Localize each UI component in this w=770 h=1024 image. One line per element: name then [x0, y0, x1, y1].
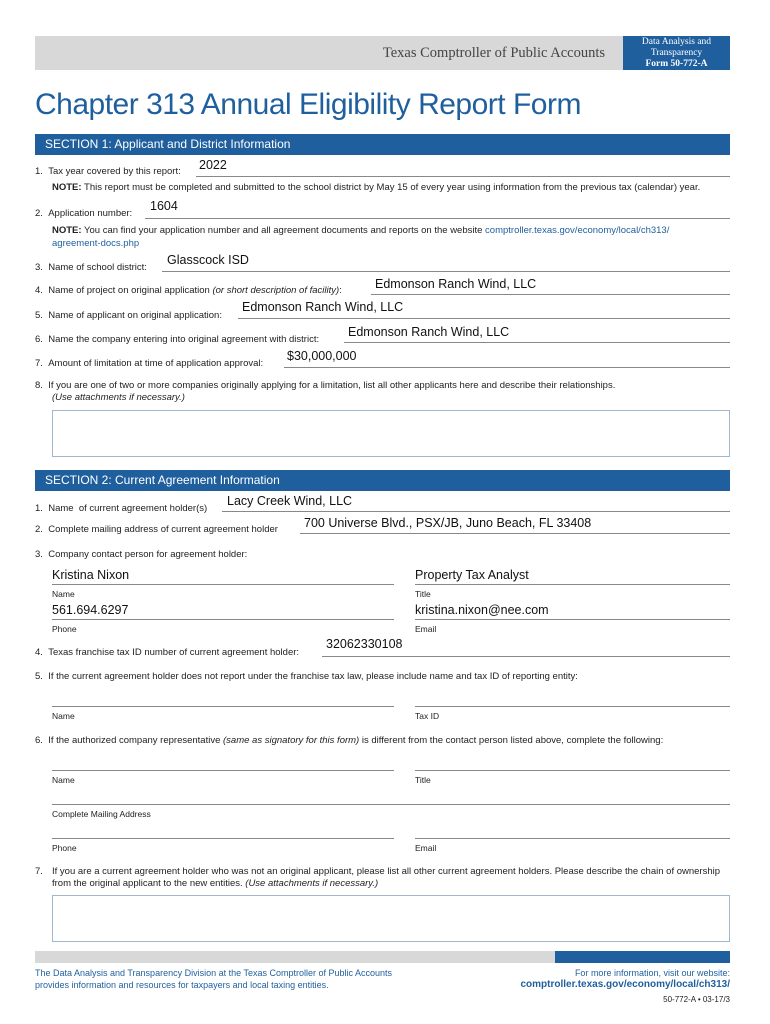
rep-email-line[interactable]	[415, 838, 730, 839]
rep-address-label: Complete Mailing Address	[52, 809, 151, 819]
agreement-company-field[interactable]: Edmonson Ranch Wind, LLC	[348, 325, 510, 339]
s1-note1: NOTE: This report must be completed and submitted to the school district by May 15 of every year using information from the previous tax (calendar) year.	[52, 182, 701, 193]
rep-name-line[interactable]	[52, 770, 394, 771]
contact-name-line	[52, 584, 394, 585]
form-tag	[623, 36, 730, 70]
division-line1: Data Analysis and	[641, 37, 712, 47]
footer-description: The Data Analysis and Transparency Division at the Texas Comptroller of Public Accounts provides information and resources for taxpayers and local taxing entities.	[35, 968, 393, 990]
applicant-name-field[interactable]: Edmonson Ranch Wind, LLC	[242, 300, 404, 314]
s1-q1-label: 1. Tax year covered by this report:	[35, 166, 181, 177]
contact-email-line	[415, 619, 730, 620]
contact-name-label: Name	[52, 589, 75, 599]
contact-title-label: Title	[415, 589, 431, 599]
form-code: 50-772-A • 03-17/3	[663, 995, 730, 1004]
contact-name-field[interactable]: Kristina Nixon	[52, 568, 130, 582]
reporting-taxid-label: Tax ID	[415, 711, 440, 721]
s1-q4-line	[371, 294, 730, 295]
agreement-holder-field[interactable]: Lacy Creek Wind, LLC	[227, 494, 353, 508]
s1-q6-label: 6. Name the company entering into original agreement with district:	[35, 334, 320, 345]
s1-q7-label: 7. Amount of limitation at time of application approval:	[35, 358, 264, 369]
header-bar	[35, 36, 700, 70]
s2-q2-line	[300, 533, 730, 534]
s2-q7-label: 7. If you are a current agreement holder who was not an original applicant, please list all other current agreement holders. Please describe the chain of ownership from the original applicant to the new entities. (Use attachments if necessary.)	[35, 866, 721, 889]
school-district-field[interactable]: Glasscock ISD	[167, 253, 249, 267]
s1-q8-label: 8. If you are one of two or more companies originally applying for a limitation, list all other applicants here and describe their relationships. (Use attachments if necessary.)	[35, 380, 616, 403]
rep-email-label: Email	[415, 843, 437, 853]
rep-phone-line[interactable]	[52, 838, 394, 839]
contact-phone-label: Phone	[52, 624, 77, 634]
s1-q7-line	[284, 367, 730, 368]
footer-website: For more information, visit our website: comptroller.texas.gov/economy/local/ch313/	[520, 968, 730, 990]
agency-name: Texas Comptroller of Public Accounts	[382, 45, 605, 61]
s2-q4-line	[322, 656, 730, 657]
reporting-taxid-line[interactable]	[415, 706, 730, 707]
s1-q4-label: 4. Name of project on original application (or short description of facility):	[35, 285, 342, 296]
reporting-name-line[interactable]	[52, 706, 394, 707]
footer-bar-accent	[555, 951, 730, 963]
ownership-chain-box[interactable]	[52, 895, 730, 942]
contact-email-label: Email	[415, 624, 437, 634]
tax-year-field[interactable]: 2022	[199, 158, 227, 172]
contact-phone-field[interactable]: 561.694.6297	[52, 603, 129, 617]
s1-q5-label: 5. Name of applicant on original application:	[35, 310, 222, 321]
s1-q3-line	[162, 271, 730, 272]
s1-q6-line	[344, 342, 730, 343]
s1-q5-line	[238, 318, 730, 319]
s2-q3-label: 3. Company contact person for agreement holder:	[35, 549, 248, 560]
rep-title-label: Title	[415, 775, 431, 785]
s2-q2-label: 2. Complete mailing address of current agreement holder	[35, 524, 278, 535]
s1-q2-line	[145, 218, 730, 219]
mailing-address-field[interactable]: 700 Universe Blvd., PSX/JB, Juno Beach, FL 33408	[304, 516, 592, 530]
project-name-field[interactable]: Edmonson Ranch Wind, LLC	[375, 277, 537, 291]
s2-q5-label: 5. If the current agreement holder does not report under the franchise tax law, please include name and tax ID of reporting entity:	[35, 671, 578, 682]
section2-heading: SECTION 2: Current Agreement Information	[35, 470, 730, 491]
other-applicants-box[interactable]	[52, 410, 730, 457]
page-title: Chapter 313 Annual Eligibility Report Form	[35, 88, 581, 121]
s1-q1-line	[196, 176, 730, 177]
footer-website-link[interactable]: comptroller.texas.gov/economy/local/ch313/	[520, 979, 730, 990]
division-line2: Transparency	[650, 48, 703, 58]
rep-address-line[interactable]	[52, 804, 730, 805]
s1-note2: NOTE: You can find your application number and all agreement documents and reports on the website comptroller.texas.gov/economy/local/ch313/ agreement-docs.php	[52, 225, 670, 249]
contact-phone-line	[52, 619, 394, 620]
s2-q6-label: 6. If the authorized company representative (same as signatory for this form) is different from the contact person listed above, complete the following:	[35, 735, 664, 746]
application-number-field[interactable]: 1604	[150, 199, 178, 213]
s1-q3-label: 3. Name of school district:	[35, 262, 147, 273]
s2-q1-label: 1. Name of current agreement holder(s)	[35, 503, 208, 514]
reporting-name-label: Name	[52, 711, 75, 721]
rep-name-label: Name	[52, 775, 75, 785]
s2-q1-line	[222, 511, 730, 512]
form-number: Form 50-772-A	[645, 59, 708, 69]
rep-title-line[interactable]	[415, 770, 730, 771]
franchise-tax-id-field[interactable]: 32062330108	[326, 637, 403, 651]
s2-q4-label: 4. Texas franchise tax ID number of current agreement holder:	[35, 647, 300, 658]
limitation-amount-field[interactable]: $30,000,000	[287, 349, 357, 363]
agreement-docs-link[interactable]: agreement-docs.php	[52, 238, 140, 249]
contact-title-field[interactable]: Property Tax Analyst	[415, 568, 529, 582]
s1-q2-label: 2. Application number:	[35, 208, 133, 219]
section1-heading: SECTION 1: Applicant and District Information	[35, 134, 730, 155]
rep-phone-label: Phone	[52, 843, 77, 853]
contact-title-line	[415, 584, 730, 585]
ch313-link[interactable]: comptroller.texas.gov/economy/local/ch313/	[485, 225, 670, 236]
contact-email-field[interactable]: kristina.nixon@nee.com	[415, 603, 549, 617]
